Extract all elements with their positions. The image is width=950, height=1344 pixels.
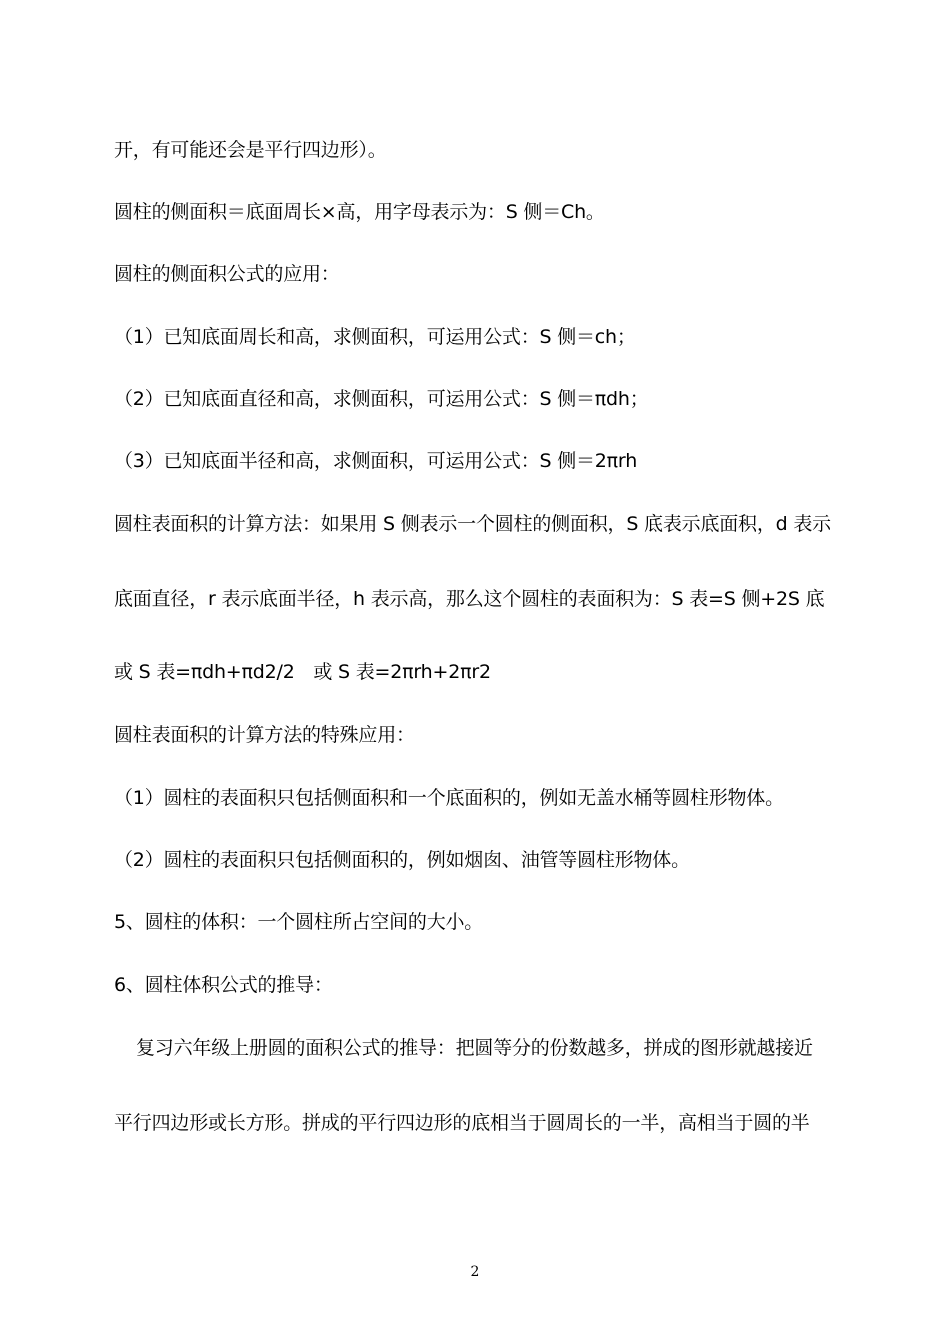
text-line: 平行四边形或长方形。拼成的平行四边形的底相当于圆周长的一半，高相当于圆的半 xyxy=(114,1112,810,1134)
text-line: 复习六年级上册圆的面积公式的推导：把圆等分的份数越多，拼成的图形就越接近 xyxy=(136,1037,813,1059)
text-line: 圆柱的侧面积＝底面周长×高，用字母表示为：S 侧＝Ch。 xyxy=(114,201,605,223)
text-line: 圆柱表面积的计算方法：如果用 S 侧表示一个圆柱的侧面积，S 底表示底面积，d 表示 xyxy=(114,513,831,535)
page-number: 2 xyxy=(470,1264,480,1280)
text-line: （3）已知底面半径和高，求侧面积，可运用公式：S 侧＝2πrh xyxy=(114,450,638,472)
text-line: 圆柱的侧面积公式的应用： xyxy=(114,263,340,285)
text-line: 底面直径，r 表示底面半径，h 表示高，那么这个圆柱的表面积为：S 表=S 侧+2S 底 xyxy=(114,588,825,610)
text-line: 圆柱表面积的计算方法的特殊应用： xyxy=(114,724,415,746)
text-line: 6、圆柱体积公式的推导： xyxy=(114,974,333,996)
text-line: （2）已知底面直径和高，求侧面积，可运用公式：S 侧＝πdh； xyxy=(114,388,649,410)
text-line: （1）已知底面周长和高，求侧面积，可运用公式：S 侧＝ch； xyxy=(114,326,636,348)
text-line: （2）圆柱的表面积只包括侧面积的，例如烟囱、油管等圆柱形物体。 xyxy=(114,849,690,871)
text-line: 或 S 表=πdh+πd2/2 或 S 表=2πrh+2πr2 xyxy=(114,661,491,683)
text-line: 开，有可能还会是平行四边形）。 xyxy=(114,139,387,161)
text-line: 5、圆柱的体积：一个圆柱所占空间的大小。 xyxy=(114,911,484,933)
text-line: （1）圆柱的表面积只包括侧面积和一个底面积的，例如无盖水桶等圆柱形物体。 xyxy=(114,787,784,809)
